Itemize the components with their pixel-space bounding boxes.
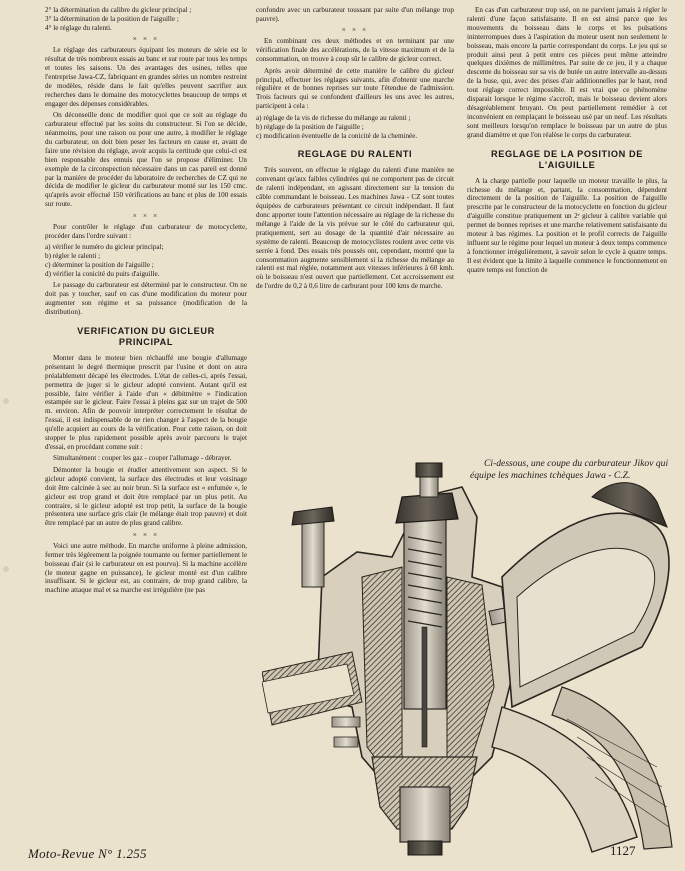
paragraph: Le réglage des carburateurs équipant les moteurs de série est le résultat de très nombreux essais au banc et sur route par tous les temps et toutes les saisons. Un des avantages des usines, telles que l'entreprise Jawa-CZ, fabriquant en grandes séries un nombre restreint de modèles, réside dans le fait qu'elles peuvent sacrifier aux recherches dans le domaine des motocyclettes beaucoup de temps et engager des dépenses considérables. xyxy=(45,46,247,108)
paragraph: Voici une autre méthode. En marche uniforme à pleine admission, fermer très légèrement la poignée tournante ou fermer partiellement le boisseau d'air (si le carburateur en est pourvu). Si la machine accélère (le moteur gagne en puissance), le gicleur monté est d'un calibre insuffisant. Si le gicleur est, au contraire, de trop grand calibre, la machine attaque mal et sa marche est irrégulière (ne pas xyxy=(45,541,247,595)
paragraph: Simultanément : couper les gaz - couper l'allumage - débrayer. xyxy=(53,454,232,463)
punch-hole-icon xyxy=(3,398,9,404)
check-item: c) déterminer la position de l'aiguille ; xyxy=(45,260,154,269)
intro-item: 3° la détermination de la position de l'aiguille ; xyxy=(45,14,179,23)
magazine-issue: Moto-Revue N° 1.255 xyxy=(28,846,147,861)
punch-hole-icon xyxy=(3,566,9,572)
section-separator: × × × xyxy=(341,25,369,35)
page-number: 1127 xyxy=(610,843,636,858)
section-separator: × × × xyxy=(132,210,160,220)
check-item: a) vérifier le numéro du gicleur principal; xyxy=(45,243,164,252)
check-item: b) régler le ralenti ; xyxy=(45,251,101,260)
paragraph: Très souvent, on effectue le réglage du ralenti d'une manière ne convenant qu'aux faibles cylindrées qui ne comportent pas de circuit de ralenti indépendant, en agissant directement sur la tension du câble commandant le boisseau. Les machines Jawa - CZ sont toutes équipées de carburateurs présentant ce circuit indépendant. Il faut donc apporter toute l'attention nécessaire au réglage de la richesse du mélange à l'aide de la vis prévue sur le côté du carburateur qui, pratiquement, sert au dosage de la quantité d'air nécessaire au système de ralenti. Beaucoup de motocyclistes roulent avec cette vis serrée à fond. Des essais très poussés ont, cependant, montré que la consommation augmente sensiblement si la richesse du mélange au ralenti est mal réglée, notamment aux vitesses inférieures à 60 kmh. où le boisseau n'est ouvert que partiellement. Cet accroissement est de l'ordre de 0,2 à 0,6 litre de carburant pour 100 kms de marche. xyxy=(256,166,454,291)
check-item: d) vérifier la conicité du puits d'aiguille. xyxy=(45,269,160,278)
paragraph: Après avoir déterminé de cette manière le calibre du gicleur principal, effectuer les réglages suivants, afin d'obtenir une marche régulière et de bonnes reprises sur toute l'étendue de l'admission. Trois facteurs qui se confondent d'ailleurs les uns avec les autres, participent à cela : xyxy=(256,66,454,111)
factor-item: a) réglage de la vis de richesse du mélange au ralenti ; xyxy=(256,113,411,122)
section-heading: REGLAGE DU RALENTI xyxy=(297,149,413,160)
factor-item: c) modification éventuelle de la conicité de la cheminée. xyxy=(256,131,418,140)
intro-item: 4° le réglage du ralenti. xyxy=(45,23,112,32)
carburettor-cutaway-icon xyxy=(262,457,682,857)
paragraph: Pour contrôler le réglage d'un carburateur de motocyclette, procéder dans l'ordre suivant : xyxy=(45,222,247,240)
paragraph: On déconseille donc de modifier quoi que ce soit au réglage du carburateur effectué par les soins du constructeur. Si l'on se décide, néanmoins, pour une raison ou pour une autre, à modifier le réglage du carburateur, on doit bien peser les facteurs en cause et, avant de faire une révision du réglage, avoir acquis la certitude que celui-ci est bien responsable des ennuis que l'on se propose d'éliminer. Un exemple de la circonspection nécessaire dans un cas pareil est donné par la manière de procéder du laboratoire de recherches de CZ qui ne décida de modifier le gicleur du carburateur monté sur les 150 cmc. qu'après avoir effectué 150 vérifications au banc et plus de 100 essais sur route. xyxy=(45,111,247,209)
paragraph: confondre avec un carburateur toussant par suite d'un mélange trop pauvre). xyxy=(256,6,454,23)
paragraph: Démonter la bougie et étudier attentivement son aspect. Si le gicleur adopté convient, la surface des électrodes et leur voisinage doit être calcinée à sec au noir brun. Si la surface est « enfumée », le gicleur est trop grand et doit être remplacé par un plus petit. Au contraire, si le gicleur adopté est trop petit, la surface de la bougie présentera une surface gris clair (le mélange était trop pauvre) et doit être remplacé par un autre de plus grand calibre. xyxy=(45,465,247,528)
section-separator: × × × xyxy=(132,34,160,44)
section-heading: REGLAGE DE LA POSITION DE L'AIGUILLE xyxy=(491,148,643,170)
figure-caption: Ci-dessous, une coupe du carburateur Jikov qui équipe les machines tchèques Jawa - C.Z. xyxy=(470,458,669,481)
factor-item: b) réglage de la position de l'aiguille ; xyxy=(256,122,364,131)
section-heading: VERIFICATION DU GICLEUR PRINCIPAL xyxy=(77,325,215,347)
section-separator: × × × xyxy=(132,529,160,539)
paragraph: Monter dans le moteur bien réchauffé une bougie d'allumage présentant le degré thermique prescrit par l'usine et dont on aura préalablement décapé les électrodes. L'état de celles-ci, après l'essai, permettra de juger si le gicleur adopté convient. Autant qu'il est possible, faire vérifier à l'aide d'un « débitmètre » l'indication estampée sur le gicleur. Faire l'essai à pleins gaz sur un trajet de 500 m. environ. Afin de pouvoir interpréter correctement le résultat de l'essai, il est indispensable de ne rien changer à l'aspect de la bougie qu'elle acquiert au cours de la vérification. Pour cette raison, on doit stopper le plus rapidement possible après avoir parcouru le trajet d'essai, en procédant comme suit : xyxy=(45,353,247,451)
paragraph: En combinant ces deux méthodes et en terminant par une vérification finale des accélérations, de la vitesse maximum et de la consommation, on trouve à coup sûr le calibre de gicleur correct. xyxy=(256,37,454,64)
paragraph: A la charge partielle pour laquelle un moteur travaille le plus, la richesse du mélange et, partant, la consommation, dépendent directement de la position de l'aiguille. La position de l'aiguille prescrite par le constructeur de la motocyclette en fonction du gicleur d'aiguille constitue pratiquement un 2ᵉ gicleur à calibre variable qui permet de bonnes reprises et une marche relativement satisfaisante du moteur à bas régimes. La position et le profil corrects de l'aiguille influent sur le régime pour lequel un moteur à deux temps commence à fonctionner irrégulièrement, à savoir selon le cycle à quatre temps. Il est évident que la limite à laquelle commence le fonctionnement en quatre temps est fonction de xyxy=(467,176,667,274)
paragraph: Le passage du carburateur est déterminé par le constructeur. On ne doit pas y toucher, sauf en cas d'une modification du moteur pour augmenter son régime et sa puissance (modification de la distribution). xyxy=(45,281,247,316)
paragraph: En cas d'un carburateur trop usé, on ne parvient jamais à régler le ralenti d'une façon satisfaisante. Il en est ainsi parce que les mouvements du boisseau dans le corps et les pulsations ininterrompues dues à l'aspiration du moteur usent non seulement le boisseau, mais encore la partie correspondant du corps. Le jeu qui se produit ainsi peut à petit entre ces pièces peut même atteindre quelques dixièmes de millimètres. Par suite de ce jeu, il y a chaque descente du boisseau sur sa vis de butée un autre intervalle au-dessus de la buse, qui, avec des prises d'air additionnelles par le haut, rend tout réglage correct impossible. Il est vrai que ce phénomène disparait lorsque le régime s'accroît, mais le boisseau devient alors désagréablement bruyant. On peut partiellement remédier à cet inconvénient en remplaçant le boisseau usé par un neuf. Les résultats sont meilleurs lorsqu'on remplace le boisseau par un autre de plus grand diamètre et que l'on réalèse le corps du carburateur. xyxy=(467,6,667,139)
column-middle xyxy=(256,6,454,294)
intro-item: 2° la détermination du calibre du gicleur principal ; xyxy=(45,6,192,14)
column-right xyxy=(467,6,667,277)
column-left xyxy=(45,6,247,598)
